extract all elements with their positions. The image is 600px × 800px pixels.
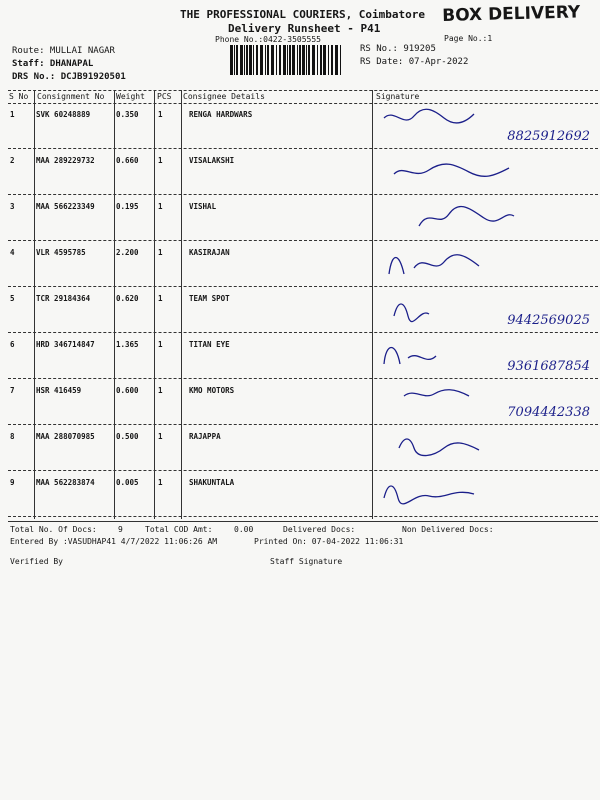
company-title: THE PROFESSIONAL COURIERS, Coimbatore (180, 8, 426, 21)
total-docs-value: 9 (118, 525, 123, 534)
col-header-consignment: Consignment No (37, 92, 105, 101)
signature-phone-note: 9361687854 (507, 359, 590, 374)
cell-consignment: VLR 4595785 (36, 248, 86, 257)
signature-cell (374, 152, 598, 192)
signature-cell (374, 428, 598, 468)
cell-sno: 4 (10, 248, 15, 257)
cell-consignee: KASIRAJAN (189, 248, 230, 257)
phone-number: Phone No.:0422-3505555 (215, 35, 321, 44)
cell-consignee: RENGA HARDWARS (189, 110, 253, 119)
signature-cell (374, 290, 598, 330)
handwritten-signature (374, 244, 598, 284)
col-header-pcs: PCS (157, 92, 172, 101)
entered-by: Entered By :VASUDHAP41 4/7/2022 11:06:26 AM (10, 537, 218, 546)
cod-value: 0.00 (234, 525, 254, 534)
cell-sno: 5 (10, 294, 15, 303)
cell-consignee: TEAM SPOT (189, 294, 230, 303)
cell-consignment: MAA 562283874 (36, 478, 95, 487)
cell-consignment: HSR 416459 (36, 386, 82, 395)
staff-label: Staff: DHANAPAL (12, 59, 94, 69)
cell-consignment: MAA 289229732 (36, 156, 95, 165)
cell-consignee: VISHAL (189, 202, 217, 211)
signature-cell (374, 244, 598, 284)
col-header-signature: Signature (376, 92, 420, 101)
col-header-sno: S No (9, 92, 29, 101)
box-delivery-stamp: BOX DELIVERY (442, 2, 581, 26)
cell-pcs: 1 (158, 340, 163, 349)
cod-label: Total COD Amt: (145, 525, 213, 534)
staff-signature: Staff Signature (270, 557, 343, 566)
total-docs-label: Total No. Of Docs: (10, 525, 97, 534)
drs-number: DRS No.: DCJB91920501 (12, 72, 126, 82)
handwritten-signature (374, 152, 598, 192)
signature-cell (374, 474, 598, 514)
cell-sno: 3 (10, 202, 15, 211)
row-separator (8, 332, 598, 333)
non-delivered-docs-label: Non Delivered Docs: (402, 525, 494, 534)
cell-consignment: MAA 288070985 (36, 432, 95, 441)
signature-cell (374, 382, 598, 422)
row-separator (8, 378, 598, 379)
verified-by: Verified By (10, 557, 63, 566)
row-separator (8, 148, 598, 149)
cell-pcs: 1 (158, 202, 163, 211)
cell-sno: 6 (10, 340, 15, 349)
cell-consignee: KMO MOTORS (189, 386, 235, 395)
cell-pcs: 1 (158, 386, 163, 395)
row-separator (8, 240, 598, 241)
rs-number: RS No.: 919205 (360, 44, 436, 54)
col-header-consignee: Consignee Details (183, 92, 265, 101)
cell-pcs: 1 (158, 478, 163, 487)
cell-sno: 9 (10, 478, 15, 487)
cell-consignment: TCR 29184364 (36, 294, 91, 303)
signature-cell (374, 336, 598, 376)
table-top-rule (8, 90, 598, 91)
cell-pcs: 1 (158, 110, 163, 119)
cell-weight: 1.365 (116, 340, 139, 349)
row-separator (8, 516, 598, 517)
col-header-weight: Weight (116, 92, 145, 101)
cell-consignee: RAJAPPA (189, 432, 221, 441)
page-number: Page No.:1 (444, 34, 493, 43)
signature-cell (374, 198, 598, 238)
cell-consignment: MAA 566223349 (36, 202, 95, 211)
footer-rule (8, 521, 598, 522)
route-label: Route: MULLAI NAGAR (12, 46, 115, 56)
cell-weight: 0.600 (116, 386, 139, 395)
row-separator (8, 286, 598, 287)
cell-consignee: SHAKUNTALA (189, 478, 235, 487)
cell-sno: 2 (10, 156, 15, 165)
row-separator (8, 194, 598, 195)
handwritten-signature (374, 428, 598, 468)
rs-date: RS Date: 07-Apr-2022 (360, 57, 469, 67)
table-header-rule (8, 103, 598, 104)
cell-weight: 2.200 (116, 248, 139, 257)
row-separator (8, 424, 598, 425)
cell-weight: 0.195 (116, 202, 139, 211)
cell-pcs: 1 (158, 156, 163, 165)
column-divider (34, 90, 35, 519)
cell-pcs: 1 (158, 294, 163, 303)
cell-weight: 0.660 (116, 156, 139, 165)
handwritten-signature (374, 474, 598, 514)
cell-consignment: SVK 60248889 (36, 110, 91, 119)
cell-pcs: 1 (158, 432, 163, 441)
cell-consignee: VISALAKSHI (189, 156, 235, 165)
column-divider (181, 90, 182, 519)
cell-sno: 1 (10, 110, 15, 119)
handwritten-signature (374, 198, 598, 238)
printed-on: Printed On: 07-04-2022 11:06:31 (254, 537, 404, 546)
cell-consignment: HRD 346714847 (36, 340, 95, 349)
cell-sno: 8 (10, 432, 15, 441)
cell-consignee: TITAN EYE (189, 340, 230, 349)
cell-sno: 7 (10, 386, 15, 395)
cell-weight: 0.005 (116, 478, 139, 487)
column-divider (154, 90, 155, 519)
column-divider (114, 90, 115, 519)
signature-phone-note: 7094442338 (507, 405, 590, 420)
cell-pcs: 1 (158, 248, 163, 257)
cell-weight: 0.500 (116, 432, 139, 441)
row-separator (8, 470, 598, 471)
signature-phone-note: 9442569025 (507, 313, 590, 328)
column-divider (372, 90, 373, 519)
runsheet-title: Delivery Runsheet - P41 (228, 22, 381, 35)
cell-weight: 0.620 (116, 294, 139, 303)
cell-weight: 0.350 (116, 110, 139, 119)
signature-phone-note: 8825912692 (507, 129, 590, 144)
barcode-image (228, 45, 344, 75)
signature-cell (374, 106, 598, 146)
delivered-docs-label: Delivered Docs: (283, 525, 356, 534)
